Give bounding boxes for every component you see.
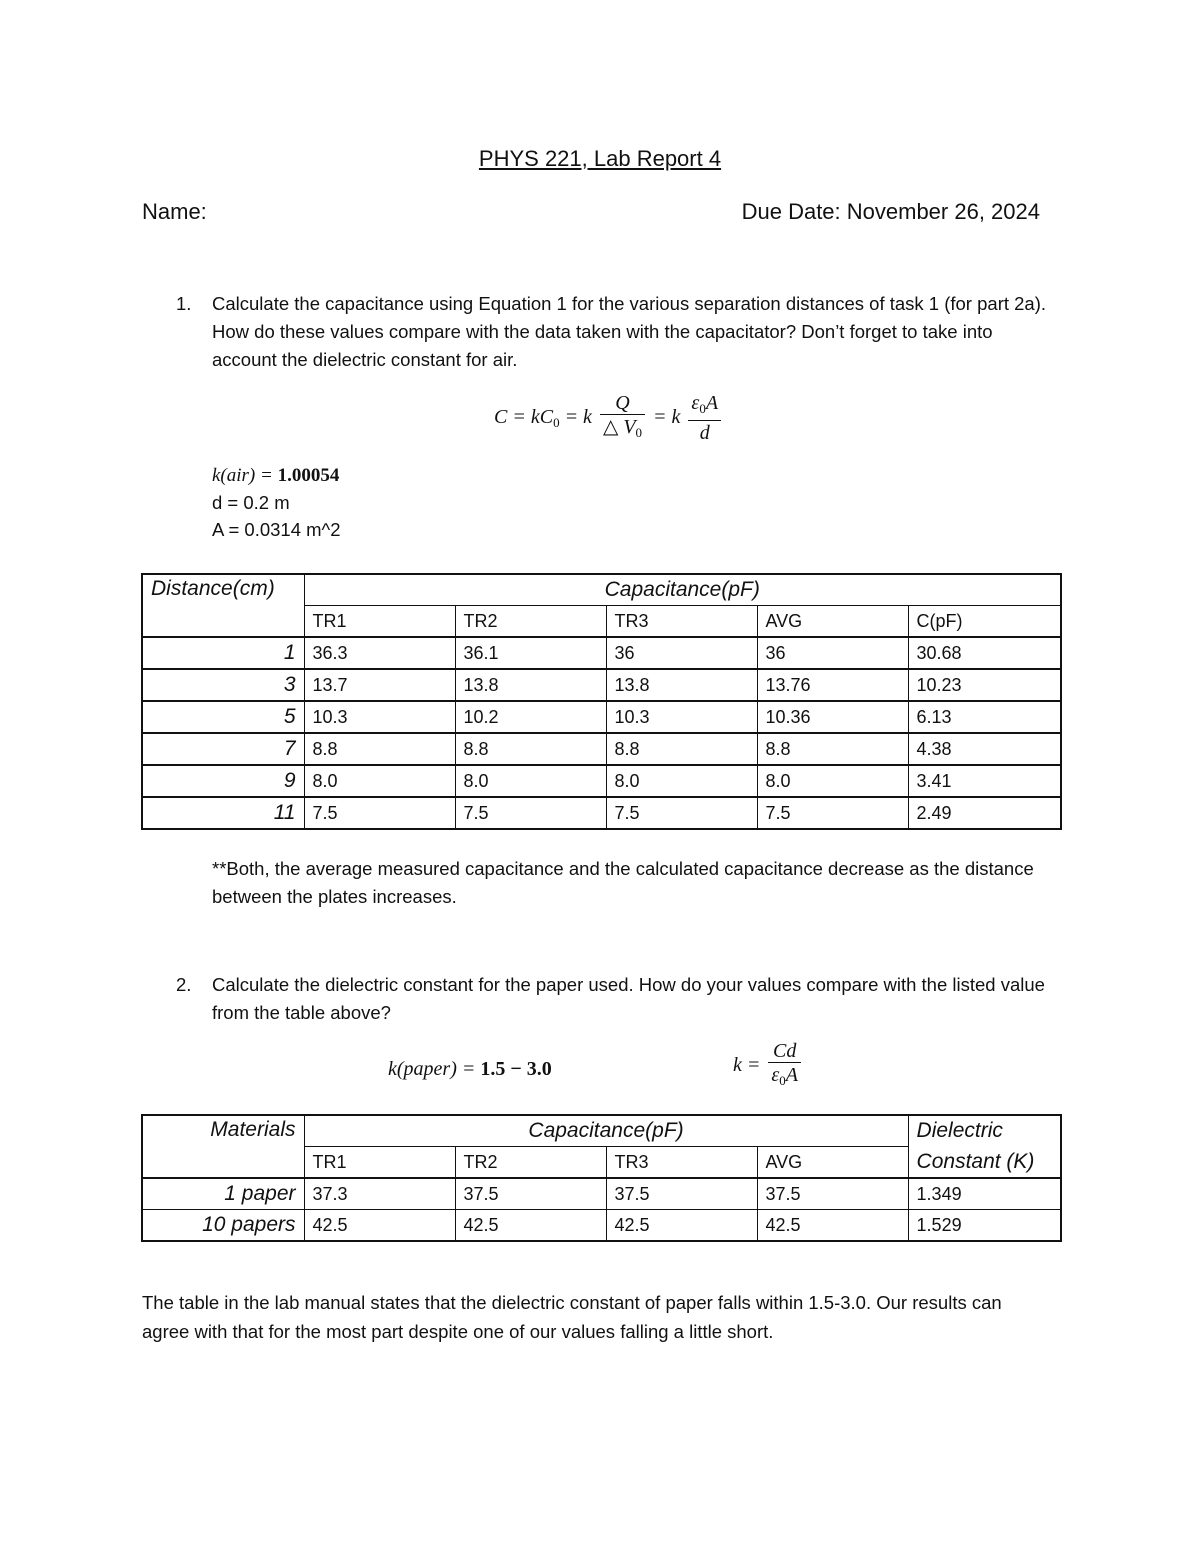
area-symbol: A [705,392,719,414]
area-symbol: A [785,1064,798,1086]
table-cell: 36.1 [455,637,606,669]
col-header: TR1 [304,606,455,638]
col-header: TR3 [606,606,757,638]
conclusion-text: The table in the lab manual states that the dielectric constant of paper falls within 1.5-3.0. Our results can agree with that for the most part despite one of our values falling a little short. [142,1292,1002,1342]
table-row [142,765,1061,797]
col-header: TR2 [455,1147,606,1179]
table-cell: 37.5 [606,1178,757,1210]
table-cell: 2.49 [908,797,1061,829]
row-header: 3 [142,669,304,701]
col-header: C(pF) [908,606,1061,638]
question-2-text: Calculate the dielectric constant for the paper used. How do your values compare with the listed value from the table above? [212,974,1045,1023]
table-cell: 8.8 [304,733,455,765]
table-cell: 8.0 [606,765,757,797]
table-row [142,733,1061,765]
k-air-label: k(air) = [212,465,278,486]
fraction-denominator-2: d [699,422,710,444]
dielectric-header-line1: Dielectric [908,1115,1061,1147]
table-row [142,797,1061,829]
k-air-value: 1.00054 [277,465,340,486]
table-cell: 7.5 [455,797,606,829]
table-cell: 42.5 [757,1210,908,1242]
question-2 [176,971,1062,1027]
table-cell: 1.529 [908,1210,1061,1242]
question-1-number: 1. [176,293,192,314]
table-cell: 8.0 [304,765,455,797]
col-header: TR1 [304,1147,455,1179]
table-row [142,1210,1061,1242]
a-value: A = 0.0314 m^2 [212,519,341,540]
fraction-numerator-2 [688,392,721,421]
table-cell: 8.0 [757,765,908,797]
table-cell: 37.3 [304,1178,455,1210]
table-cell: 42.5 [606,1210,757,1242]
table-cell: 7.5 [606,797,757,829]
row-header: 10 papers [142,1210,304,1242]
table-row [142,701,1061,733]
col-header: AVG [757,606,908,638]
page-title: PHYS 221, Lab Report 4 [478,146,722,171]
distance-header: Distance(cm) [142,574,304,637]
table-cell: 37.5 [757,1178,908,1210]
epsilon-subscript: 0 [699,401,706,416]
table-cell: 30.68 [908,637,1061,669]
question-2-number: 2. [176,974,192,995]
epsilon-symbol: ε [771,1064,780,1086]
equation-subscript: 0 [553,415,560,431]
fraction-cd-over-eps-a [768,1040,801,1093]
row-header: 1 paper [142,1178,304,1210]
table-cell: 10.36 [757,701,908,733]
table-cell: 6.13 [908,701,1061,733]
k-paper-range [388,1058,552,1081]
dielectric-header-line2: Constant (K) [908,1147,1061,1179]
row-header: 1 [142,637,304,669]
table-cell: 1.349 [908,1178,1061,1210]
table-cell: 10.2 [455,701,606,733]
name-label: Name: [142,199,207,224]
fraction-numerator: Cd [768,1040,801,1063]
table-row [142,669,1061,701]
table-cell: 42.5 [304,1210,455,1242]
table-cell: 13.7 [304,669,455,701]
v-subscript: 0 [635,425,643,440]
d-value: d = 0.2 m [212,492,290,513]
table-row [142,637,1061,669]
epsilon-symbol: ε [691,392,700,414]
equation-equals: = k [559,406,592,429]
row-header: 9 [142,765,304,797]
table-cell: 42.5 [455,1210,606,1242]
equation-lhs: C = kC [494,406,554,429]
table-cell: 36 [757,637,908,669]
k-air [212,461,341,489]
row-header: 11 [142,797,304,829]
fraction-q-over-v [600,392,645,445]
epsilon-subscript: 0 [779,1073,786,1088]
table-row [142,1178,1061,1210]
row-header: 5 [142,701,304,733]
table-cell: 3.41 [908,765,1061,797]
fraction-denominator [768,1063,801,1093]
equation-equals-2: = k [648,406,681,429]
k-paper-label: k(paper) = [388,1058,481,1080]
comparison-note: **Both, the average measured capacitance and the calculated capacitance decrease as the distance between the plates increases. [212,858,1034,907]
question-1 [176,290,1062,374]
table-cell: 10.3 [304,701,455,733]
table-cell: 8.0 [455,765,606,797]
table-cell: 7.5 [304,797,455,829]
capacitance-group-header: Capacitance(pF) [304,1115,908,1147]
col-header: TR3 [606,1147,757,1179]
table-cell: 7.5 [757,797,908,829]
capacitance-group-header: Capacitance(pF) [304,574,1061,606]
table-cell: 36 [606,637,757,669]
table-cell: 8.8 [757,733,908,765]
capacitance-equation [494,392,724,445]
table-cell: 36.3 [304,637,455,669]
table-cell: 37.5 [455,1178,606,1210]
table-cell: 13.76 [757,669,908,701]
row-header: 7 [142,733,304,765]
delta-v-text: △ V [602,416,636,438]
table-cell: 13.8 [455,669,606,701]
k-formula [733,1040,804,1093]
materials-header: Materials [142,1115,304,1178]
col-header: TR2 [455,606,606,638]
k-paper-value: 1.5 − 3.0 [480,1058,552,1080]
col-header: AVG [757,1147,908,1179]
table-cell: 8.8 [455,733,606,765]
k-formula-lhs: k = [733,1054,766,1077]
table-cell: 10.3 [606,701,757,733]
dielectric-table [141,1114,1062,1242]
fraction-eps-a-over-d [688,392,721,445]
table-cell: 10.23 [908,669,1061,701]
question-1-text: Calculate the capacitance using Equation 1 for the various separation distances of task 1 (for part 2a). How do these values compare with the data taken with the capacitator? Don’t forget to take into account the dielectric constant for air. [212,293,1047,370]
table-cell: 4.38 [908,733,1061,765]
fraction-numerator: Q [600,392,645,415]
table-cell: 8.8 [606,733,757,765]
table-cell: 13.8 [606,669,757,701]
fraction-denominator [600,415,645,445]
capacitance-table [141,573,1062,830]
due-date: Due Date: November 26, 2024 [741,199,1040,224]
given-values [212,461,341,543]
